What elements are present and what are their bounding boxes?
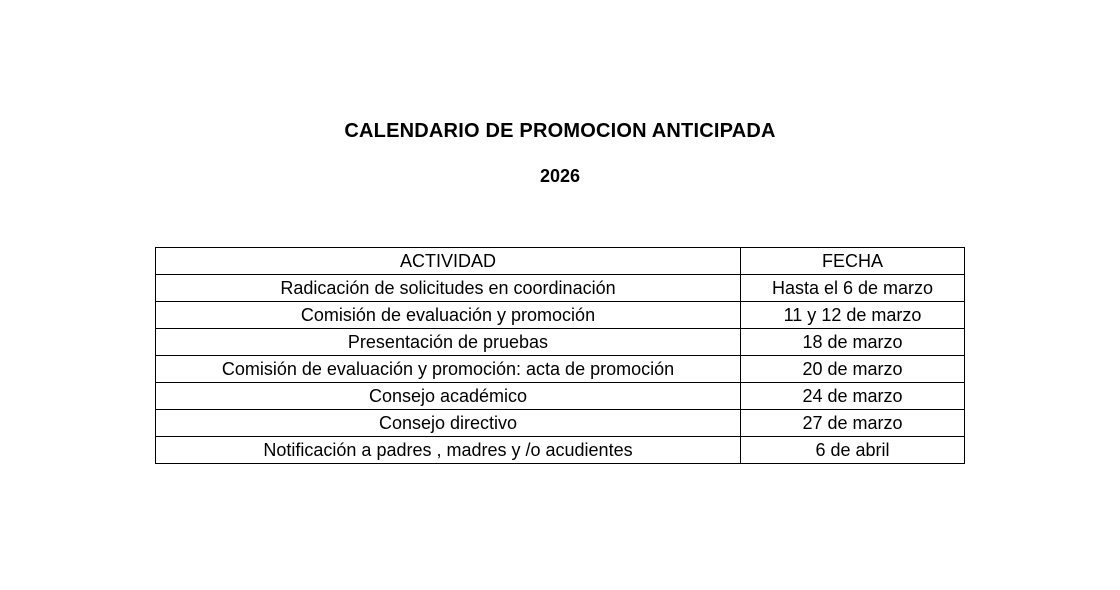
schedule-table-container [155, 247, 964, 464]
table-row [156, 275, 965, 302]
cell-date: 6 de abril [741, 437, 965, 464]
cell-activity: Consejo directivo [156, 410, 741, 437]
cell-date: 20 de marzo [741, 356, 965, 383]
table-row [156, 410, 965, 437]
table-row [156, 437, 965, 464]
table-row [156, 329, 965, 356]
cell-activity: Comisión de evaluación y promoción: acta de promoción [156, 356, 741, 383]
column-header-activity: ACTIVIDAD [156, 248, 741, 275]
table-header-row [156, 248, 965, 275]
document-year: 2026 [539, 166, 581, 186]
table-row [156, 302, 965, 329]
cell-activity: Radicación de solicitudes en coordinación [156, 275, 741, 302]
cell-activity: Presentación de pruebas [156, 329, 741, 356]
cell-date: 11 y 12 de marzo [741, 302, 965, 329]
cell-activity: Notificación a padres , madres y /o acudientes [156, 437, 741, 464]
table-row [156, 383, 965, 410]
cell-activity: Comisión de evaluación y promoción [156, 302, 741, 329]
cell-activity: Consejo académico [156, 383, 741, 410]
schedule-table [155, 247, 965, 464]
cell-date: Hasta el 6 de marzo [741, 275, 965, 302]
document-title: CALENDARIO DE PROMOCION ANTICIPADA [344, 120, 776, 142]
table-body [156, 275, 965, 464]
cell-date: 18 de marzo [741, 329, 965, 356]
column-header-date: FECHA [741, 248, 965, 275]
cell-date: 27 de marzo [741, 410, 965, 437]
cell-date: 24 de marzo [741, 383, 965, 410]
table-row [156, 356, 965, 383]
